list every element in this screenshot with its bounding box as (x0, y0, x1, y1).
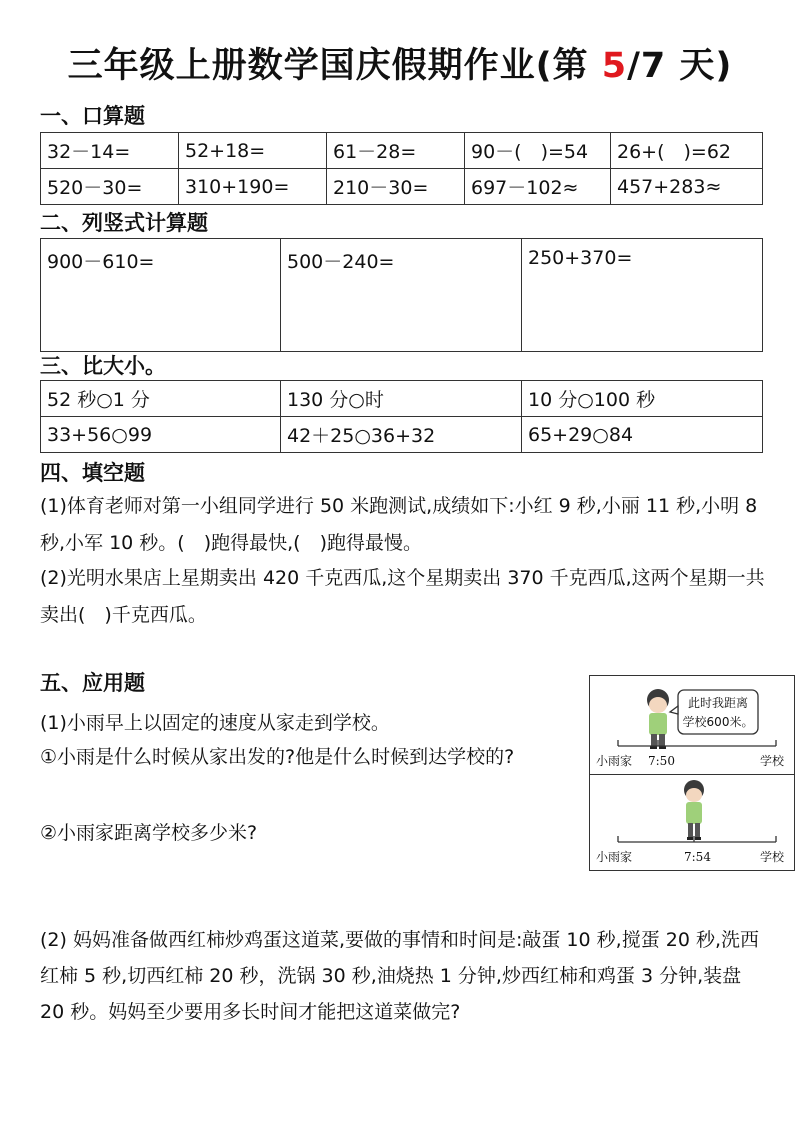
app-question-1a: ①小雨是什么时候从家出发的?他是什么时候到达学校的? (40, 746, 515, 768)
boy-illustration (684, 780, 704, 840)
compare-cell: 65+29○84 (522, 417, 763, 453)
compare-cell: 10 分○100 秒 (522, 381, 763, 417)
section-4-heading: 四、填空题 (40, 461, 145, 485)
panel-divider (590, 774, 794, 775)
figure-drawing (590, 676, 794, 870)
bubble-line-1: 此时我距离 (687, 696, 749, 710)
compare-cell: 42＋25○36+32 (281, 417, 522, 453)
fill-question-1: (1)体育老师对第一小组同学进行 50 米跑测试,成绩如下:小红 9 秒,小丽 11 秒,小明 8 秒,小军 10 秒。( )跑得最快,( )跑得最慢。 (40, 495, 758, 554)
compare-table (40, 380, 763, 453)
fill-question-2: (2)光明水果店上星期卖出 420 千克西瓜,这个星期卖出 370 千克西瓜,这两个星期一共卖出( )千克西瓜。 (40, 567, 765, 626)
calc-cell: 900－610= (41, 239, 281, 352)
oral-calc-table (40, 132, 763, 205)
compare-cell: 130 分○时 (281, 381, 522, 417)
home-label: 小雨家 (596, 754, 633, 768)
vertical-calc-table (40, 238, 763, 352)
time-label: 7:50 (648, 754, 675, 768)
calc-cell: 500－240= (281, 239, 522, 352)
compare-cell: 33+56○99 (41, 417, 281, 453)
app-question-1-intro: (1)小雨早上以固定的速度从家走到学校。 (40, 712, 390, 734)
page-title: 三年级上册数学国庆假期作业(第 5/7 天) (67, 46, 733, 86)
calc-cell: 90－( )=54 (465, 133, 611, 169)
home-label: 小雨家 (596, 850, 633, 864)
calc-cell: 26+( )=62 (611, 133, 763, 169)
day-number: 5 (601, 46, 628, 86)
compare-cell: 52 秒○1 分 (41, 381, 281, 417)
calc-cell: 250+370= (522, 239, 763, 352)
section-2-heading: 二、列竖式计算题 (40, 211, 208, 235)
school-label: 学校 (760, 850, 785, 864)
school-label: 学校 (760, 754, 785, 768)
table-row (41, 417, 763, 453)
section-1-heading: 一、口算题 (40, 104, 145, 128)
table-row (41, 133, 763, 169)
bubble-line-2: 学校600米。 (682, 715, 754, 729)
table-row (41, 381, 763, 417)
calc-cell: 520－30= (41, 169, 179, 205)
table-row (41, 169, 763, 205)
calc-cell: 32－14= (41, 133, 179, 169)
walk-to-school-figure (589, 675, 795, 871)
section-3-heading: 三、比大小。 (40, 354, 166, 378)
calc-cell: 61－28= (327, 133, 465, 169)
table-row (41, 239, 763, 352)
calc-cell: 310+190= (179, 169, 327, 205)
calc-cell: 697－102≈ (465, 169, 611, 205)
section-5-heading: 五、应用题 (40, 671, 145, 695)
calc-cell: 210－30= (327, 169, 465, 205)
calc-cell: 457+283≈ (611, 169, 763, 205)
calc-cell: 52+18= (179, 133, 327, 169)
app-question-2: (2) 妈妈准备做西红柿炒鸡蛋这道菜,要做的事情和时间是:敲蛋 10 秒,搅蛋 20 秒,洗西红柿 5 秒,切西红柿 20 秒，洗锅 30 秒,油烧热 1 分钟,炒西红柿和鸡蛋 3 分钟,装盘 20 秒。妈妈至少要用多长时间才能把这道菜做完? (40, 929, 759, 1023)
time-label: 7:54 (684, 850, 711, 864)
app-question-1b: ②小雨家距离学校多少米? (40, 822, 258, 844)
speech-bubble (670, 690, 758, 734)
